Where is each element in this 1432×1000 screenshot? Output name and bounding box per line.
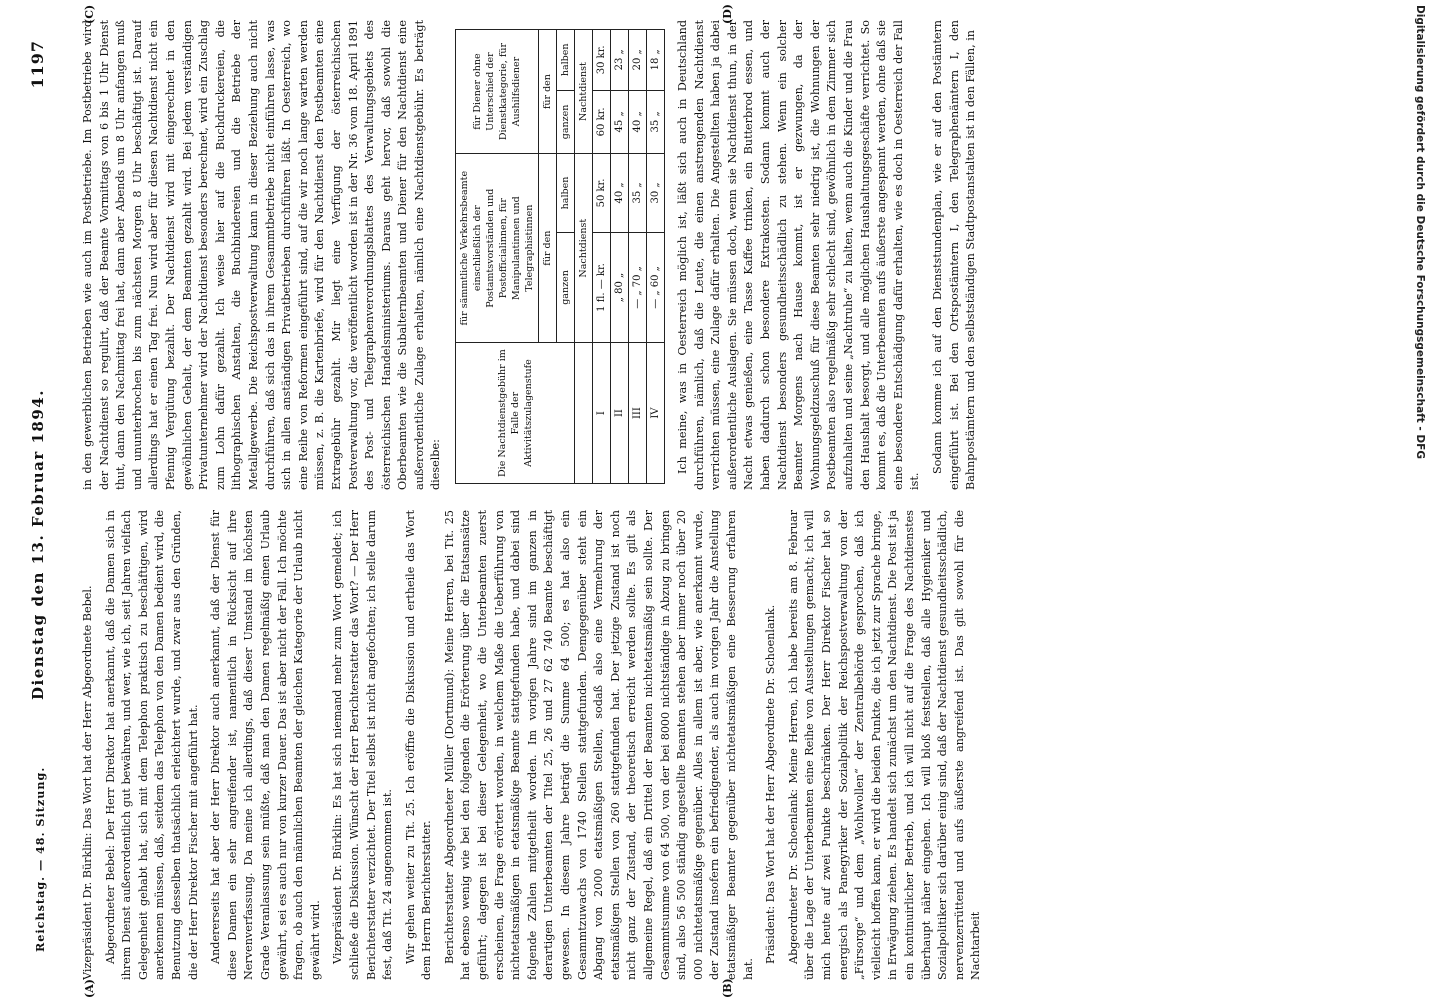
margin-mark-c: (C) [83,4,96,24]
table-header-for-the: für den [539,30,557,154]
paragraph: Ich meine, was in Oesterreich möglich ist, läßt sich auch in Deutschland durchführen, nämlich, daß die Leute, die einen anstrengenden Nachtdienst verrichten müssen, eine Zulage dafür erhalten. Die Angestellten haben ja dabei außerordentliche Auslagen. Sie müssen doch, wenn sie Nachtdienst thun, in der Nacht etwas genießen, eine Tasse Kaffee trinken, ein Butterbrod essen, und haben dadurch schon besondere Extrakosten. Sodann kommt auch der Nachtdienst besonders gesundheitsschädlich zu stehen. Wenn ein solcher Beamter Morgens nach Hause kommt, ist er gezwungen, da der Wohnungsgeldzuschuß für diese Beamten sehr niedrig ist, die Wohnungen der Postbeamten also regelmäßig sehr schlecht sind, gewöhnlich in dem Zimmer sich aufzuhalten und seine „Nachtruhe“ zu halten, wenn auch die Kinder und die Frau den Haushalt besorgt, und alle möglichen Haushaltungsgeschäfte verrichtet. So kommt es, daß die Unterbeamten aufs äußerste angespannt werden, ohne daß sie eine besondere Entschädigung dafür erhalten, wie es doch in Oesterreich der Fall ist. [676,20,922,490]
table-cell: 60 kr. [593,90,611,154]
header-session: Reichstag. — 48. Sitzung. [33,766,47,952]
paragraph: Andererseits hat aber der Herr Direktor auch anerkannt, daß der Dienst für diese Damen ein sehr angreifender ist, namentlich in Rücksicht auf ihre Nervenverfassung. Da meine ich allerdings, daß dieser Umstand im höchsten Grade Veranlassung sein müßte, daß man den Damen regelmäßig einen Urlaub gewährt, sei es auch nur von kurzer Dauer. Das ist aber nicht der Fall. Ich möchte fragen, ob auch den männlichen Beamten der gleichen Kategorie der Urlaub nicht gewährt wird. [209,510,322,980]
table-cell: 35 „ [647,90,665,154]
table-cell: 18 „ [647,30,665,91]
paragraph: Abgeordneter Bebel: Der Herr Direktor hat anerkannt, daß die Damen sich in ihrem Dienst außerordentlich gut bewähren, und wer, wie ich, seit Jahren vielfach Gelegenheit gehabt hat, sich mit dem Telephon praktisch zu beschäftigen, wird anerkennen müssen, daß, seitdem das Telephon von den Damen bedient wird, die Benutzung desselben thatsächlich erleichtert wurde, und zwar aus den Gründen, die der Herr Direktor Fischer mit angeführt hat. [103,510,200,980]
table-cell: I [593,343,611,484]
paragraph: Präsident: Das Wort hat der Herr Abgeordnete Dr. Schoenlank. [764,604,778,964]
table-cell: 35 „ [629,154,647,233]
table-row [629,30,647,484]
table-cell: — „ 70 „ [629,232,647,342]
table-cell: 30 kr. [593,30,611,91]
table-header-for-the: für den [539,154,557,343]
table-row [611,30,629,484]
paragraph: Wir gehen weiter zu Tit. 25. Ich eröffne die Diskussion und ertheile das Wort dem Herrn Berichterstatter. [403,510,434,980]
margin-mark-d: (D) [721,4,734,24]
table-header-whole: ganzen [557,90,575,154]
table-header-night-duty: Nachtdienst [575,30,593,154]
page-header [22,0,62,1000]
table-cell: 40 „ [629,90,647,154]
table-cell: 45 „ [611,90,629,154]
table-cell: IV [647,343,665,484]
left-column [80,510,1350,980]
table-row [593,30,611,484]
table-cell: „ 80 „ [611,232,629,342]
paragraph: Vizepräsident Dr. Bürklin: Das Wort hat der Herr Abgeordnete Bebel. [81,585,94,980]
table-cell: II [611,343,629,484]
margin-mark-a: (A) [83,979,96,998]
night-duty-fee-table [455,29,665,484]
margin-mark-b: (B) [721,978,734,998]
table-header-group1: für sämmtliche Verkehrsbeamte einschließlich der Postamtsvorständen und Postofficialinnen, für Manipulantinnen und Telegraphistinnen [456,154,539,343]
table-header-class: Die Nachtdienstgebühr im Falle der Aktivitätszulagenstufe [456,343,575,484]
table-header-whole: ganzen [557,232,575,342]
table-cell: 1 fl. — kr. [593,232,611,342]
table-cell: — „ 60 „ [647,232,665,342]
table-cell: III [629,343,647,484]
table-cell: 30 „ [647,154,665,233]
table-cell: 20 „ [629,30,647,91]
paragraph: Abgeordneter Dr. Schoenlank: Meine Herren, ich habe bereits am 8. Februar über die Lage der Unterbeamten eine Reihe von Ausstellungen gemacht; ich will mich heute auf zwei Punkte beschränken. Der Herr Direktor Fischer hat so energisch als Panegyriker der Sozialpolitik der Reichspostverwaltung von der „Fürsorge“ und dem „Wohlwollen“ der Zentralbehörde gesprochen, daß ich vielleicht hoffen kann, er wird die beiden Punkte, die ich jetzt zur Sprache bringe, in Erwägung ziehen. Es handelt sich zunächst um den Nachtdienst. Die Post ist ja ein kontinuirlicher Betrieb, und ich will nicht auf die Frage des Nachtdienstes überhaupt näher eingehen. Ich will bloß feststellen, daß alle Hygieniker und Sozialpolitiker sich darüber einig sind, daß der Nachtdienst gesundheitsschädlich, nervenzerrüttend und aufs äußerste angreifend ist. Das gilt sowohl für die Nachtarbeit [786,510,983,980]
table-header-half: halben [557,30,575,91]
table-cell: 40 „ [611,154,629,233]
table-cell: 23 „ [611,30,629,91]
table-row [647,30,665,484]
table-header-half: halben [557,154,575,233]
paragraph: Berichterstatter Abgeordneter Müller (Dortmund): Meine Herren, bei Tit. 25 hat ebenso wenig wie bei den folgenden die Erörterung über die Etatsansätze geführt; dagegen ist bei dieser Gelegenheit, wo die Unterbeamten zuerst erscheinen, die Frage erörtert worden, in welchem Maße die Ueberführung von nichtetatsmäßigen in etatsmäßige Beamte stattgefunden habe, und dabei sind folgende Zahlen mitgetheilt worden. Im vorigen Jahre sind im ganzen in derartigen Unterbeamten der Titel 25, 26 und 27 62 740 Beamte beschäftigt gewesen. In diesem Jahre beträgt die Summe 64 500; es hat also ein Gesammtzuwachs von 1740 Stellen stattgefunden. Demgegenüber steht ein Abgang von 2000 etatsmäßigen Stellen, sodaß also eine Vermehrung der etatsmäßigen Stellen von 260 stattgefunden hat. Der jetzige Zustand ist noch nicht ganz der Zustand, der theoretisch erreicht werden sollte. Es gilt als allgemeine Regel, daß ein Drittel der Beamten nichtetatsmäßig sein sollte. Der Gesammtsumme von 64 500, von der bei 8000 nichtständige in Abzug zu bringen sind, also 56 500 ständig angestellte Beamten stehen aber immer noch über 20 000 nichtetatsmäßige gegenüber. Alles in allem ist aber, wie anerkannt wurde, der Zustand insofern ein befriedigender, als auch im vorigen Jahr die Anstellung etatsmäßiger Beamter gegenüber nichtetatsmäßigen eine Besserung erfahren hat. [442,510,755,980]
paragraph: Vizepräsident Dr. Bürklin: Es hat sich niemand mehr zum Wort gemeldet; ich schließe die Diskussion. Wünscht der Herr Berichterstatter das Wort? — Der Herr Berichterstatter verzichtet. Der Titel selbst ist nicht angefochten; ich stelle darum fest, daß Tit. 24 angenommen ist. [331,510,395,980]
digitization-credit [1400,0,1432,1000]
table-header-group2: für Diener ohne Unterschied der Dienstkategorie, für Aushilfsdiener [456,30,539,154]
credit-text: Digitalisierung gefördert durch die Deutsche Forschungsgemeinschaft - DFG [1414,5,1426,459]
paragraph: Sodann komme ich auf den Dienststundenplan, wie er auf den Postämtern eingeführt ist. Bei den Ortspostämtern I, den Telegraphenämtern I, den Bahnpostämtern und den selbstständigen Stadtpostanstalten ist in den Fällen, in [930,20,978,490]
table-cell: 50 kr. [593,154,611,233]
paragraph: in den gewerblichen Betrieben wie auch im Postbetriebe. Im Postbetriebe wird der Nachtdienst so regulirt, daß der Beamte Vormittags von 6 bis 1 Uhr Dienst thut, dann den Nachmittag frei hat, dann aber Abends um 8 Uhr anfangen muß und ununterbrochen bis zum nächsten Morgen 8 Uhr beschäftigt ist. Darauf allerdings hat er einen Tag frei. Nun wird aber für diesen Nachtdienst nicht ein Pfennig Vergütung bezahlt. Der Nachtdienst wird mit eingerechnet in den gewöhnlichen Gehalt, der dem Beamten gezahlt wird. Bei jedem verständigen Privatunternehmer wird der Nachtdienst besonders berechnet, wird ein Zuschlag zum Lohn dafür gezahlt. Ich weise hier auf die Buchdruckereien, die lithographischen Anstalten, die Buchbindereien und die Betriebe der Metallgewerbe. Die Reichspostverwaltung kann in dieser Beziehung auch nicht durchführen, daß sich das in ihrem Gesammtbetriebe nicht einführen lasse, was sich in allen anständigen Privatbetrieben durchführen läßt. In Oesterreich, wo eine Reihe von Reformen eingeführt sind, auf die wir noch lange warten werden müssen, z. B. die Kartenbriefe, wird für den Nachtdienst den Postbeamten eine Extragebühr gezahlt. Mir liegt eine Verfügung der österreichischen Postverwaltung vor, die veröffentlicht worden ist in der Nr. 36 vom 18. April 1891 des Post- und Telegraphenverordnungsblattes des Verwaltungsgebiets des österreichischen Handelsministeriums. Daraus geht hervor, daß sowohl die Oberbeamten wie die Subalternbeamten und Diener für den Nachtdienst eine außerordentliche Zulage erhalten, nämlich eine Nachtdienstgebühr. Es beträgt dieselbe: [81,20,443,490]
page-number: 1197 [28,40,47,89]
right-column [80,20,1350,490]
header-date: Dienstag den 13. Februar 1894. [29,389,47,700]
table-header-night-duty: Nachtdienst [575,154,593,343]
